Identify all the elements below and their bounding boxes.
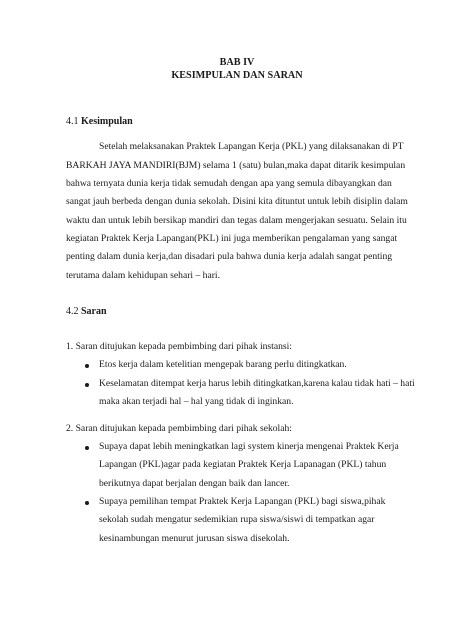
paragraph-line: bahwa ternyata dunia kerja tidak semudah dengan apa yang semula dibayangkan dan	[66, 178, 392, 189]
section-title: Saran	[81, 306, 107, 317]
bullet-text: kesinambungan menurut jurusan siswa disekolah.	[99, 533, 290, 544]
bullet-icon	[85, 383, 89, 387]
bullet-text: Etos kerja dalam ketelitian mengepak barang perlu ditingkatkan.	[99, 359, 347, 370]
bullet-text: maka akan terjadi hal – hal yang tidak di inginkan.	[99, 396, 294, 407]
paragraph-line: waktu dan untuk lebih bersikap mandiri dan tegas dalam mengerjakan sesuatu. Selain itu	[66, 215, 407, 226]
paragraph-line: penting dalam dunia kerja,dan disadari pula bahwa dunia kerja adalah sangat penting	[66, 251, 393, 262]
paragraph-line: kegiatan Praktek Kerja Lapangan(PKL) ini juga memberikan pengalaman yang sangat	[66, 233, 398, 244]
section-heading-kesimpulan	[66, 116, 133, 128]
section-number: 4.1	[66, 116, 79, 127]
saran-item-1: 1. Saran ditujukan kepada pembimbing dari pihak instansi:	[66, 341, 292, 352]
section-number: 4.2	[66, 306, 79, 317]
bullet-icon	[85, 364, 89, 368]
paragraph-line: Setelah melaksanakan Praktek Lapangan Kerja (PKL) yang dilaksanakan di PT	[99, 141, 404, 152]
bullet-text: berikutnya dapat berjalan dengan baik dan lancer.	[99, 478, 290, 489]
chapter-subtitle: KESIMPULAN DAN SARAN	[171, 70, 303, 81]
bullet-icon	[85, 446, 89, 450]
section-title: Kesimpulan	[81, 116, 133, 127]
bullet-text: Keselamatan ditempat kerja harus lebih ditingkatkan,karena kalau tidak hati – hati	[99, 378, 415, 389]
bullet-text: Lapangan (PKL)agar pada kegiatan Praktek Kerja Lapanagan (PKL) tahun	[99, 459, 387, 470]
paragraph-line: terutama dalam kehidupan sehari – hari.	[66, 270, 220, 281]
bullet-text: Supaya pemilihan tempat Praktek Kerja Lapangan (PKL) bagi siswa,pihak	[99, 496, 386, 507]
bullet-text: Supaya dapat lebih meningkatkan lagi system kinerja mengenai Praktek Kerja	[99, 441, 399, 452]
bullet-text: sekolah sudah mengatur sedemikian rupa siswa/siswi di tempatkan agar	[99, 514, 375, 525]
paragraph-line: BARKAH JAYA MANDIRI(BJM) selama 1 (satu) bulan,maka dapat ditarik kesimpulan	[66, 160, 406, 171]
saran-item-2: 2. Saran ditujukan kepada pembimbing dari pihak sekolah:	[66, 423, 292, 434]
paragraph-line: sangat jauh berbeda dengan dunia sekolah. Disini kita dituntut untuk lebih disiplin dalam	[66, 196, 408, 207]
chapter-title: BAB IV	[219, 57, 255, 68]
section-heading-saran	[66, 306, 107, 318]
bullet-icon	[85, 501, 89, 505]
